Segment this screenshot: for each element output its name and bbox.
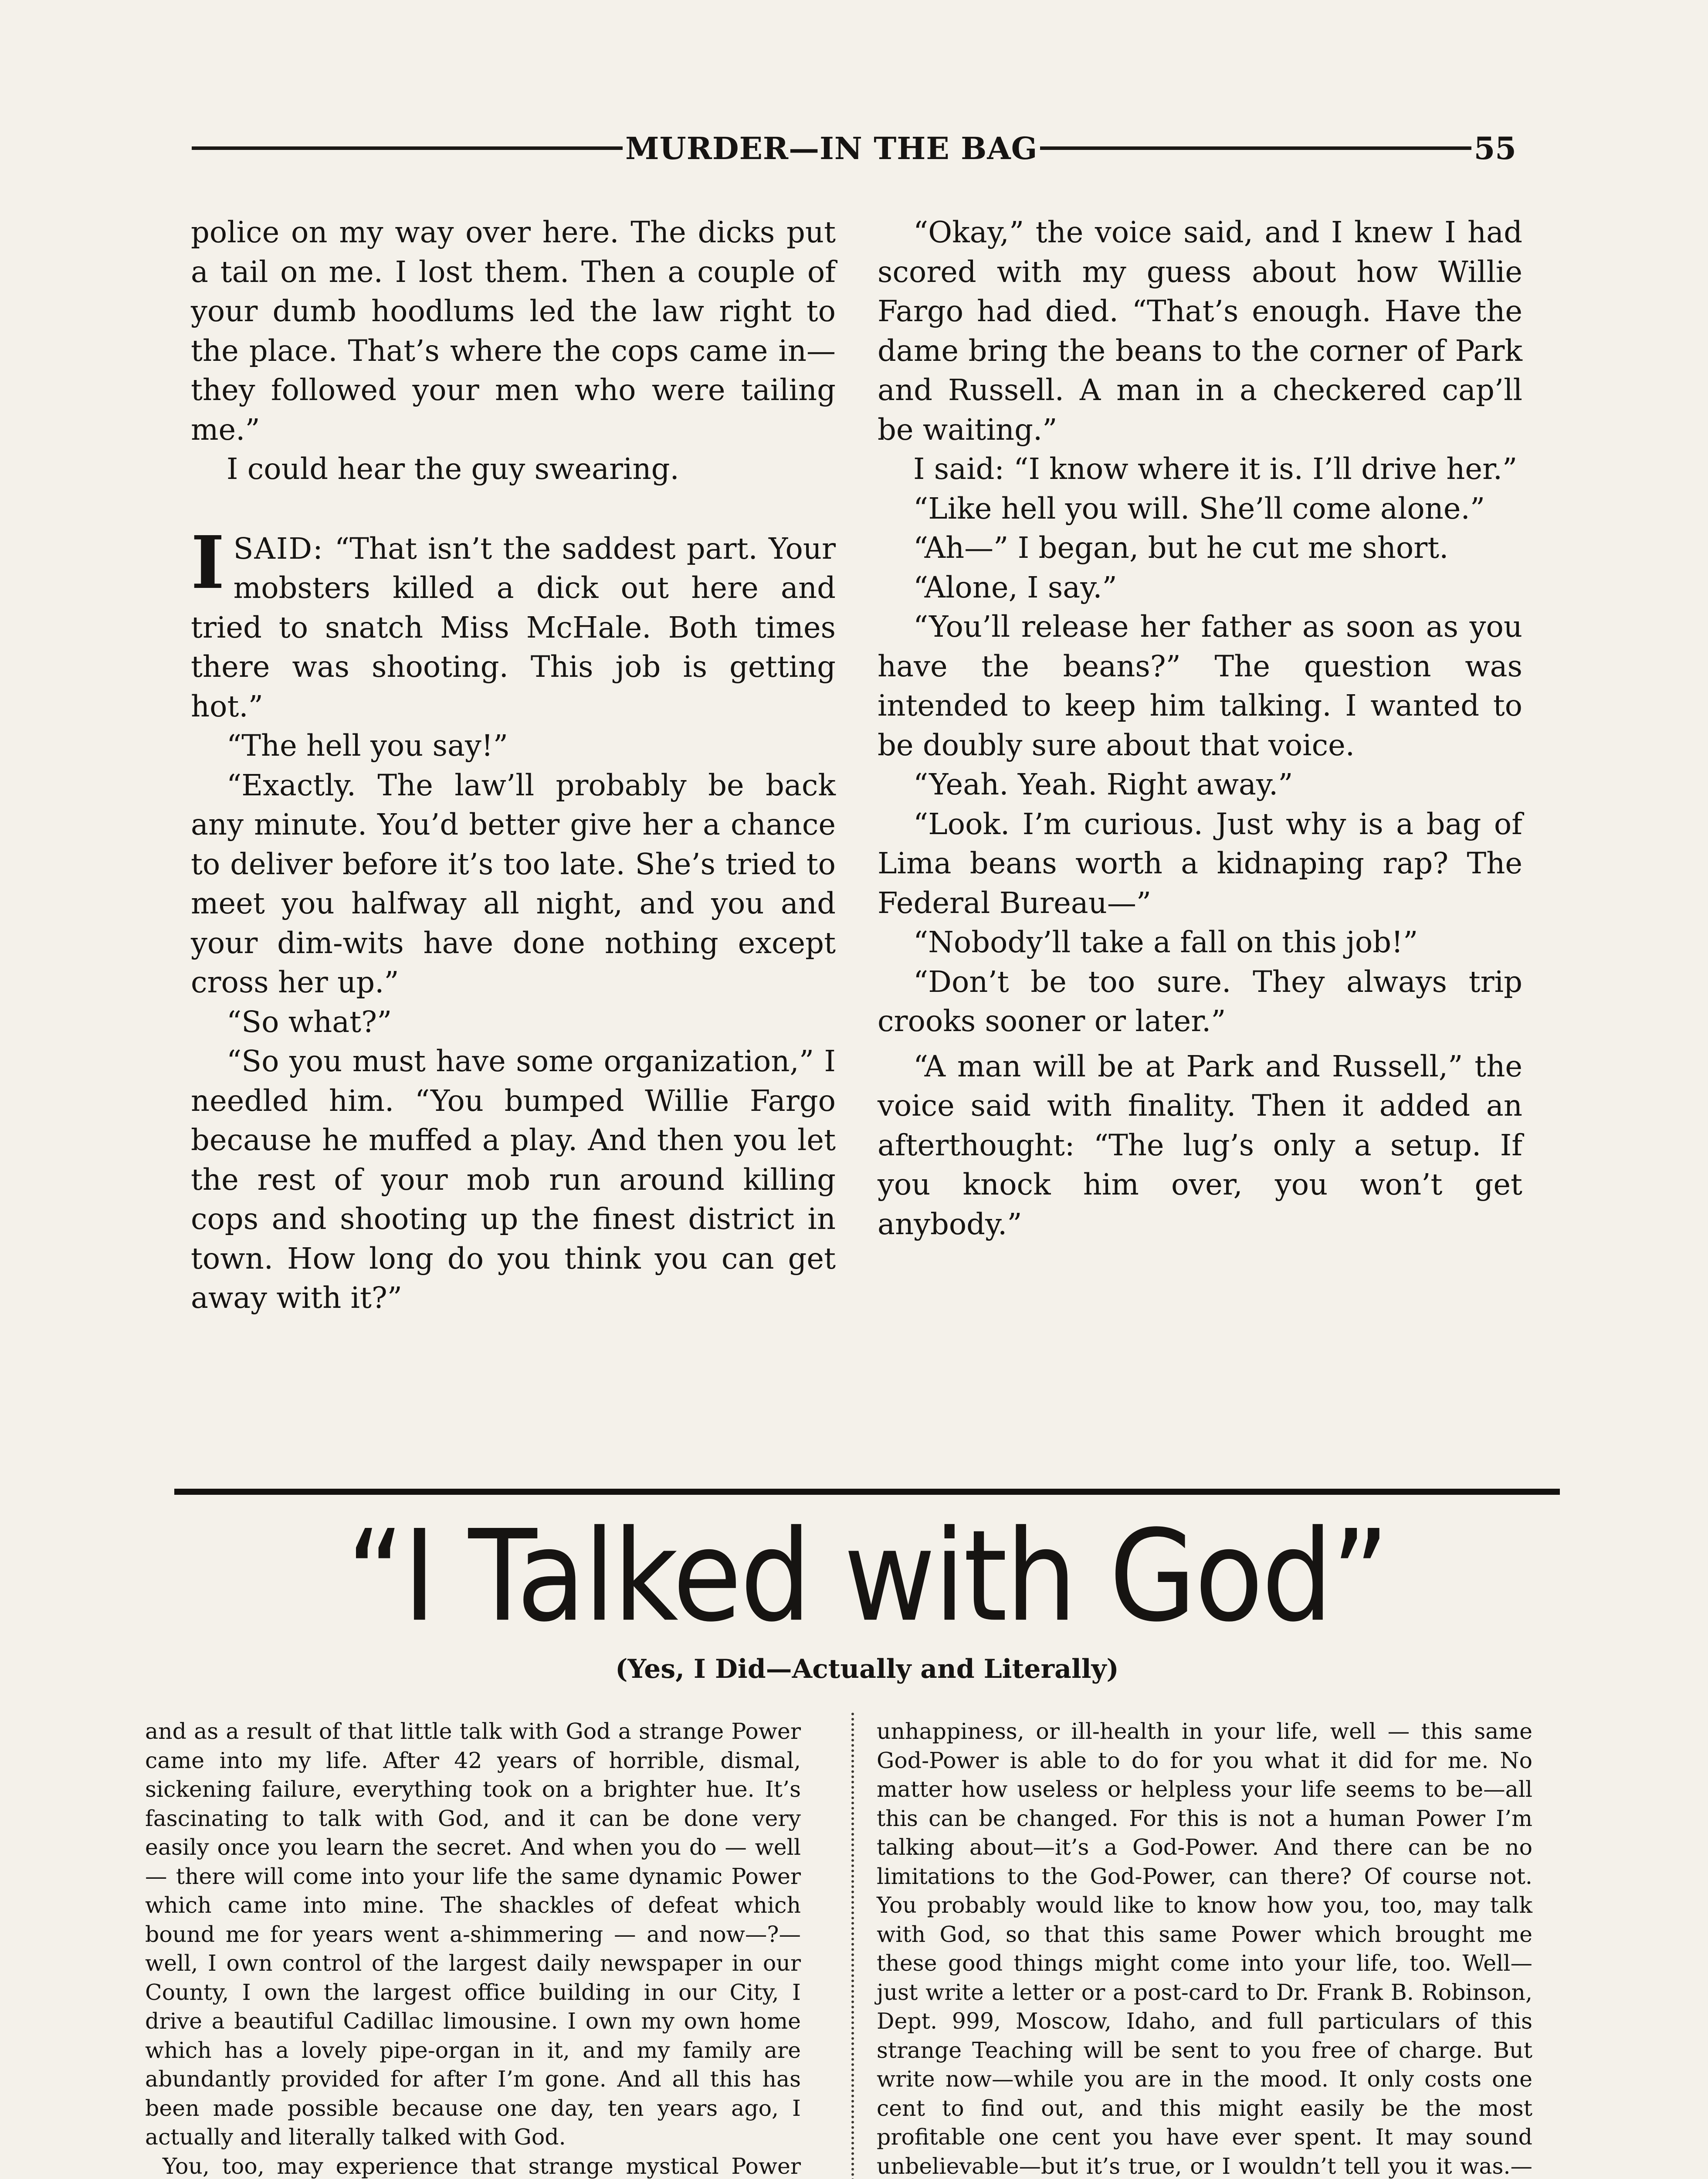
column-divider	[851, 1713, 854, 2179]
story-paragraph: I said: “I know where it is. I’ll drive her.”	[913, 452, 1518, 486]
advertisement-paragraph: and as a result of that little talk with God a strange Power came into my life. After 42 years of horrible, dismal, sickening failure, everything took on a brighter hue. It’s fascinating to talk with God, and it can be done very easily once you learn the secret. And when you do — well — there will come into your life the same dynamic Power which came into mine. The shackles of defeat which bound me for years went a-shimmering — and now—?—well, I own control of the largest daily newspaper in our County, I own the largest office building in our City, I drive a beautiful Cadillac limousine. I own my own home which has a lovely pipe-organ in it, and my family are abundantly provided for after I’m gone. And all this has been made possible because one day, ten years ago, I actually and literally talked with God.	[145, 1718, 801, 2150]
story-paragraph: I could hear the guy swearing.	[227, 452, 679, 486]
story-paragraph: “You’ll release her father as soon as you have the beans?” The question was intended to keep him talking. I wanted to be doubly sure about that voice.	[878, 610, 1522, 762]
story-paragraph: “So you must have some organization,” I needled him. “You bumped Willie Fargo because he muffed a play. And then you let the rest of your mob run around killing cops and shooting up the finest district in town. How long do you think you can get away with it?”	[191, 1044, 836, 1315]
story-paragraph: “Nobody’ll take a fall on this job!”	[913, 925, 1418, 959]
story-title: MURDER—IN THE BAG	[625, 130, 1038, 166]
advertisement-paragraph: You, too, may experience that strange mystical Power	[163, 2153, 801, 2179]
story-paragraph: “Look. I’m curious. Just why is a bag of Lima beans worth a kidnaping rap? The Federal Bureau—”	[878, 807, 1522, 920]
story-column-right	[878, 213, 1522, 1244]
advertisement-top-rule	[174, 1489, 1560, 1495]
section-lead-word: SAID:	[233, 531, 324, 566]
story-paragraph: “Like hell you will. She’ll come alone.”	[913, 491, 1485, 526]
story-paragraph: “Okay,” the voice said, and I knew I had scored with my guess about how Willie Fargo had died. “That’s enough. Have the dame bring the beans to the corner of Park and Russell. A man in a checkered cap’ll be waiting.”	[878, 215, 1522, 447]
story-paragraph: “Yeah. Yeah. Right away.”	[913, 767, 1293, 801]
drop-cap: I	[191, 520, 225, 605]
story-paragraph: “So what?”	[227, 1005, 392, 1039]
advertisement-headline: “I Talked with God”	[346, 1503, 1388, 1650]
story-column-left	[191, 213, 836, 1318]
page-number: 55	[1474, 130, 1517, 166]
header-rule	[1040, 146, 1471, 150]
story-paragraph: “Don’t be too sure. They always trip crooks sooner or later.”	[878, 964, 1522, 1038]
advertisement-column-left	[145, 1717, 801, 2179]
running-header	[192, 126, 1516, 170]
story-paragraph: “Exactly. The law’ll probably be back any minute. You’d better give her a chance to deliver before it’s too late. She’s tried to meet you halfway all night, and you and your dim-wits have done nothing except cross her up.”	[191, 768, 836, 999]
story-paragraph: “A man will be at Park and Russell,” the voice said with finality. Then it added an afterthought: “The lug’s only a setup. If you knock him over, you won’t get anybody.”	[878, 1049, 1522, 1241]
story-paragraph: “Alone, I say.”	[913, 570, 1117, 604]
story-paragraph: “Ah—” I began, but he cut me short.	[913, 531, 1449, 565]
story-paragraph: police on my way over here. The dicks put a tail on me. I lost them. Then a couple of your dumb hoodlums led the law right to the place. That’s where the cops came in—they followed your men who were tailing me.”	[191, 215, 836, 447]
header-rule	[192, 146, 623, 150]
story-paragraph: “The hell you say!”	[227, 729, 508, 763]
section-text: “That isn’t the saddest part. Your mobsters killed a dick out here and tried to snatch Miss McHale. Both times there was shooting. This job is getting hot.”	[191, 531, 836, 723]
advertisement-paragraph: unhappiness, or ill-health in your life, well — this same God-Power is able to do for you what it did for me. No matter how useless or helpless your life seems to be—all this can be changed. For this is not a human Power I’m talking about—it’s a God-Power. And there can be no limitations to the God-Power, can there? Of course not. You probably would like to know how you, too, may talk with God, so that this same Power which brought me these good things might come into your life, too. Well—just write a letter or a post-card to Dr. Frank B. Robinson, Dept. 999, Moscow, Idaho, and full particulars of this strange Teaching will be sent to you free of charge. But write now—while you are in the mood. It only costs one cent to find out, and this might easily be the most profitable one cent you have ever spent. It may sound unbelievable—but it’s true, or I wouldn’t tell you it was.—	[877, 1718, 1532, 2179]
advertisement-subhead: (Yes, I Did—Actually and Literally)	[615, 1654, 1119, 1684]
advertisement-column-right	[877, 1717, 1532, 2179]
section-opening-paragraph	[191, 520, 836, 726]
